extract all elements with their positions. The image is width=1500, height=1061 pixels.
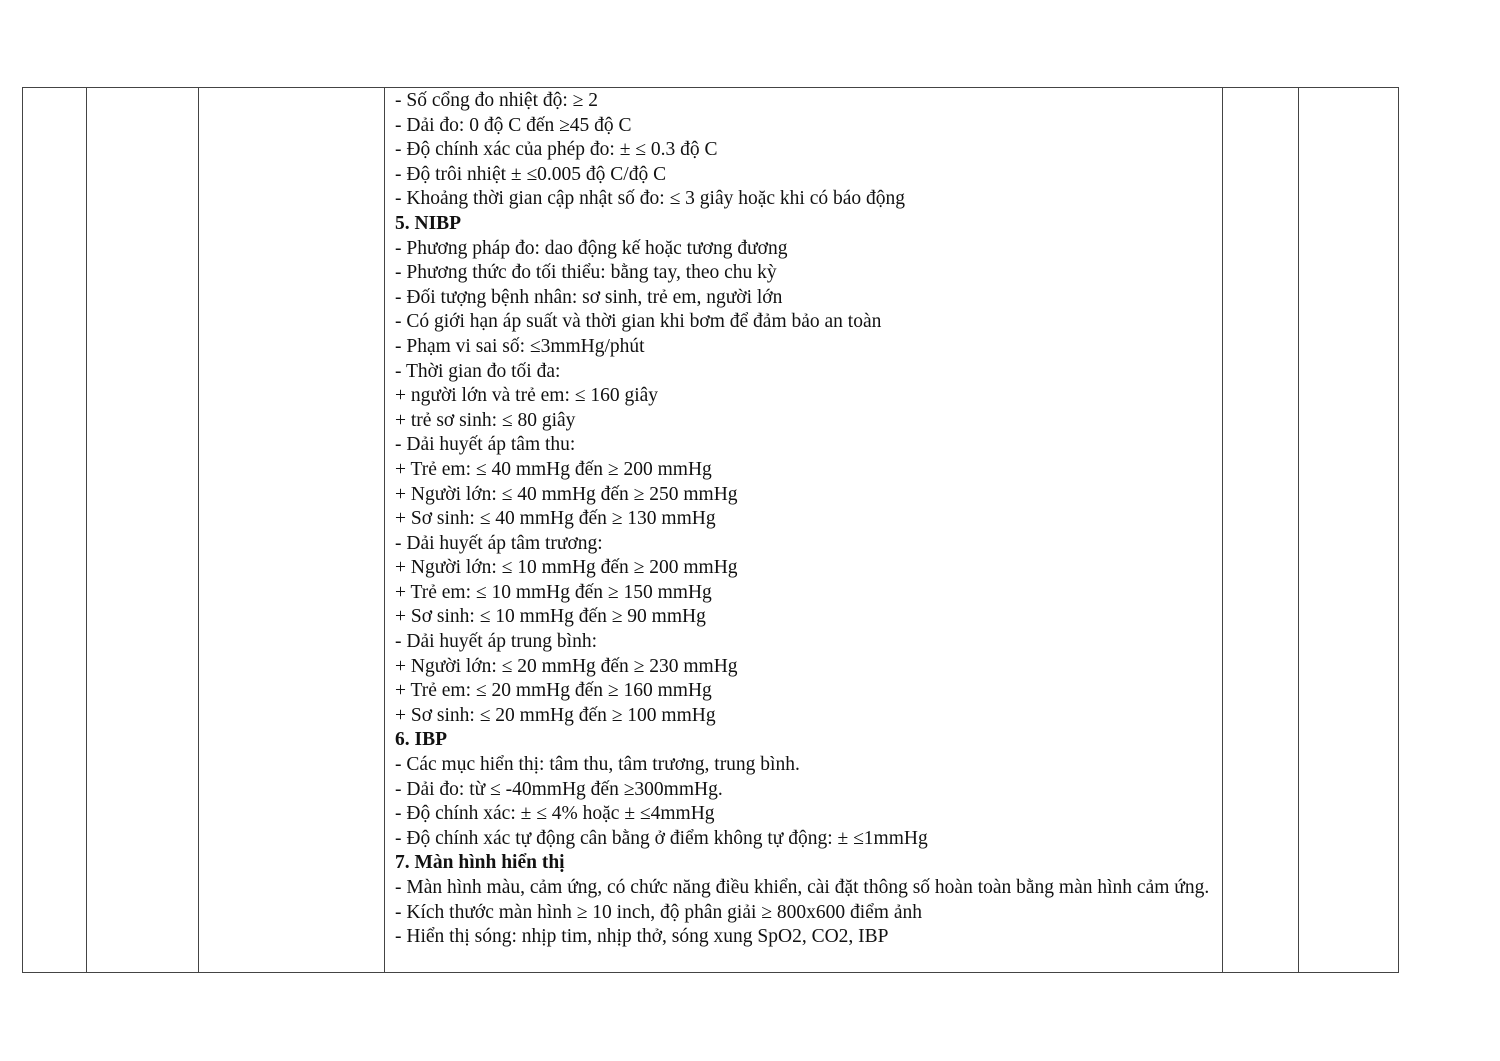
section-heading: 7. Màn hình hiển thị bbox=[395, 852, 565, 874]
spec-table bbox=[22, 87, 1399, 973]
spec-line: + Người lớn: ≤ 20 mmHg đến ≥ 230 mmHg bbox=[395, 655, 738, 677]
spec-line: + Sơ sinh: ≤ 40 mmHg đến ≥ 130 mmHg bbox=[395, 508, 716, 530]
spec-line: - Thời gian đo tối đa: bbox=[395, 360, 561, 382]
spec-line: + Trẻ em: ≤ 10 mmHg đến ≥ 150 mmHg bbox=[395, 581, 712, 603]
spec-line: - Phương thức đo tối thiểu: bằng tay, theo chu kỳ bbox=[395, 262, 777, 284]
spec-line: + Sơ sinh: ≤ 10 mmHg đến ≥ 90 mmHg bbox=[395, 606, 706, 628]
spec-line: - Số cổng đo nhiệt độ: ≥ 2 bbox=[395, 90, 598, 111]
spec-line: - Màn hình màu, cảm ứng, có chức năng điều khiển, cài đặt thông số hoàn toàn bằng màn hình cảm ứng. bbox=[395, 877, 1210, 898]
spec-line: - Đối tượng bệnh nhân: sơ sinh, trẻ em, người lớn bbox=[395, 286, 783, 308]
spec-line: - Có giới hạn áp suất và thời gian khi bơm để đảm bảo an toàn bbox=[395, 311, 882, 333]
spec-line: - Dải huyết áp tâm thu: bbox=[395, 434, 576, 456]
spec-line: + Trẻ em: ≤ 40 mmHg đến ≥ 200 mmHg bbox=[395, 458, 712, 480]
spec-line: - Dải đo: 0 độ C đến ≥45 độ C bbox=[395, 114, 632, 136]
spec-line: + người lớn và trẻ em: ≤ 160 giây bbox=[395, 385, 659, 407]
spec-line: - Hiển thị sóng: nhịp tim, nhịp thở, sóng xung SpO2, CO2, IBP bbox=[395, 926, 889, 948]
spec-line: + Trẻ em: ≤ 20 mmHg đến ≥ 160 mmHg bbox=[395, 680, 712, 702]
spec-line: - Độ chính xác tự động cân bằng ở điểm không tự động: ± ≤1mmHg bbox=[395, 827, 928, 849]
spec-line: - Dải đo: từ ≤ -40mmHg đến ≥300mmHg. bbox=[395, 778, 723, 800]
spec-line: - Độ trôi nhiệt ± ≤0.005 độ C/độ C bbox=[395, 163, 667, 185]
spec-line: - Kích thước màn hình ≥ 10 inch, độ phân giải ≥ 800x600 điểm ảnh bbox=[395, 901, 922, 923]
spec-line: - Độ chính xác của phép đo: ± ≤ 0.3 độ C bbox=[395, 139, 718, 161]
spec-line: + trẻ sơ sinh: ≤ 80 giây bbox=[395, 409, 576, 431]
spec-line: - Các mục hiển thị: tâm thu, tâm trương, trung bình. bbox=[395, 754, 800, 776]
spec-line: - Dải huyết áp tâm trương: bbox=[395, 532, 603, 554]
column-divider bbox=[86, 88, 87, 972]
spec-line: + Sơ sinh: ≤ 20 mmHg đến ≥ 100 mmHg bbox=[395, 704, 716, 726]
section-heading: 5. NIBP bbox=[395, 212, 462, 234]
spec-line: + Người lớn: ≤ 10 mmHg đến ≥ 200 mmHg bbox=[395, 557, 738, 579]
spec-line: + Người lớn: ≤ 40 mmHg đến ≥ 250 mmHg bbox=[395, 483, 738, 505]
column-divider bbox=[384, 88, 385, 972]
spec-line: - Phương pháp đo: dao động kế hoặc tương đương bbox=[395, 237, 788, 259]
spec-line: - Phạm vi sai số: ≤3mmHg/phút bbox=[395, 335, 645, 357]
section-heading: 6. IBP bbox=[395, 729, 448, 751]
spec-line: - Dải huyết áp trung bình: bbox=[395, 631, 597, 653]
column-divider bbox=[198, 88, 199, 972]
specification-cell bbox=[395, 89, 1225, 950]
spec-line: - Khoảng thời gian cập nhật số đo: ≤ 3 giây hoặc khi có báo động bbox=[395, 188, 906, 210]
spec-line: - Độ chính xác: ± ≤ 4% hoặc ± ≤4mmHg bbox=[395, 803, 715, 825]
column-divider bbox=[1298, 88, 1299, 972]
